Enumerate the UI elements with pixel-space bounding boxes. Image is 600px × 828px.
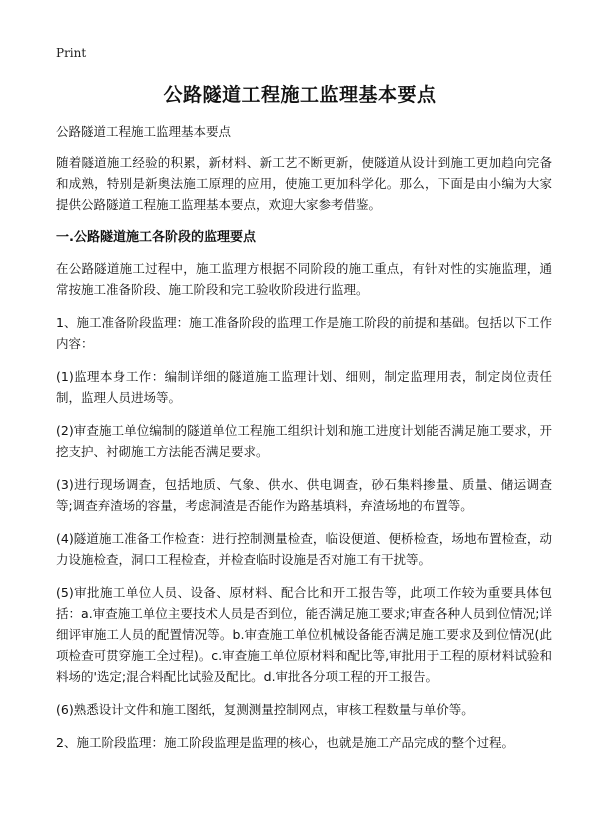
stage-construction-paragraph: 2、施工阶段监理：施工阶段监理是监理的核心，也就是施工产品完成的整个过程。 bbox=[56, 735, 514, 750]
list-item: (2)审查施工单位编制的隧道单位工程施工组织计划和施工进度计划能否满足施工要求，开挖支护、衬砌施工方法能否满足要求。 bbox=[56, 423, 552, 459]
print-link[interactable]: Print bbox=[56, 46, 87, 60]
document-subtitle: 公路隧道工程施工监理基本要点 bbox=[56, 124, 232, 139]
stage-preparation-paragraph: 1、施工准备阶段监理：施工准备阶段的监理工作是施工阶段的前提和基础。包括以下工作内容： bbox=[56, 315, 552, 351]
list-item: (5)审批施工单位人员、设备、原材料、配合比和开工报告等，此项工作较为重要具体包括：a.审查施工单位主要技术人员是否到位，能否满足施工要求;审查各种人员到位情况;详细评审施工人员的配置情况等。b.审查施工单位机械设备能否满足施工要求及到位情况(此项检查可贯穿施工全过程)。c.审查施工单位原材料和配比等,审批用于工程的原材料试验和料场的'选定;混合料配比试验及配比。d.审批各分项工程的开工报告。 bbox=[56, 585, 552, 684]
intro-paragraph: 随着隧道施工经验的积累，新材料、新工艺不断更新，使隧道从设计到施工更加趋向完备和成熟，特别是新奥法施工原理的应用，使施工更加科学化。那么，下面是由小编为大家提供公路隧道工程施工监理基本要点，欢迎大家参考借鉴。 bbox=[56, 155, 552, 212]
document-body bbox=[56, 121, 552, 765]
list-item: (1)监理本身工作：编制详细的隧道施工监理计划、细则，制定监理用表，制定岗位责任制，监理人员进场等。 bbox=[56, 369, 552, 405]
section-heading: 一.公路隧道施工各阶段的监理要点 bbox=[56, 230, 256, 245]
section-intro-paragraph: 在公路隧道施工过程中，施工监理方根据不同阶段的施工重点，有针对性的实施监理，通常按施工准备阶段、施工阶段和完工验收阶段进行监理。 bbox=[56, 261, 552, 297]
page-title: 公路隧道工程施工监理基本要点 bbox=[163, 84, 437, 106]
list-item: (4)隧道施工准备工作检查：进行控制测量检查，临设便道、便桥检查，场地布置检查，动力设施检查，洞口工程检查，并检查临时设施是否对施工有干扰等。 bbox=[56, 531, 552, 567]
list-item: (3)进行现场调查，包括地质、气象、供水、供电调查，砂石集料掺量、质量、储运调查等;调查弃渣场的容量，考虑洞渣是否能作为路基填料，弃渣场地的布置等。 bbox=[56, 477, 552, 513]
list-item: (6)熟悉设计文件和施工图纸，复测测量控制网点，审核工程数量与单价等。 bbox=[56, 702, 474, 717]
